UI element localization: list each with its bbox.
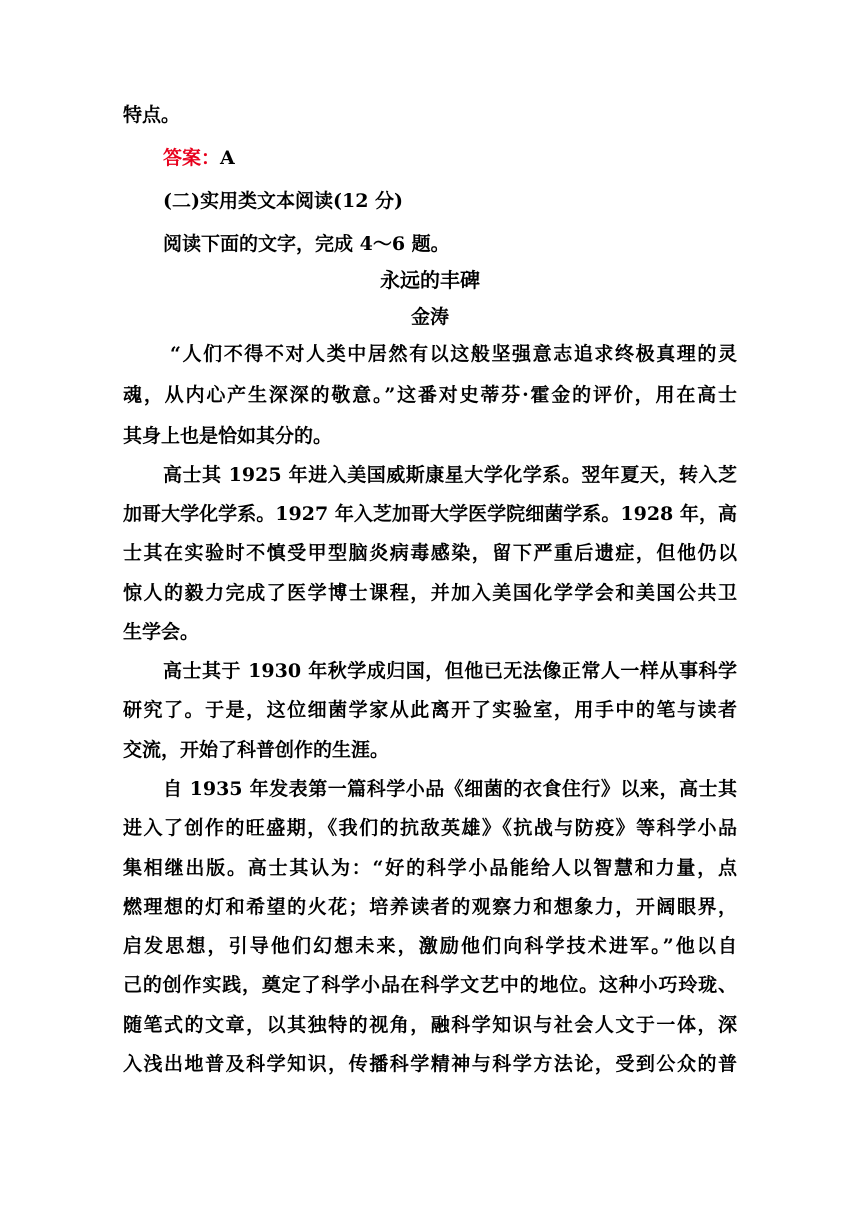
paragraph-line: 研究了。于是，这位细菌学家从此离开了实验室，用手中的笔与读者: [123, 699, 737, 721]
paragraph-line: 高士其于 1930 年秋学成归国，但他已无法像正常人一样从事科学: [163, 660, 737, 682]
paragraph-line: 惊人的毅力完成了医学博士课程，并加入美国化学学会和美国公共卫: [123, 582, 737, 604]
paragraph-line: 随笔式的文章，以其独特的视角，融科学知识与社会人文于一体，深: [123, 1014, 737, 1036]
paragraph-line: 加哥大学化学系。1927 年入芝加哥大学医学院细菌学系。1928 年，高: [123, 503, 737, 525]
answer-line: [163, 146, 235, 170]
paragraph-line: 己的创作实践，奠定了科学小品在科学文艺中的地位。这种小巧玲珑、: [123, 974, 737, 996]
article-title: 永远的丰碑: [380, 268, 480, 292]
reading-instruction: 阅读下面的文字，完成 4～6 题。: [163, 233, 450, 255]
paragraph-line: 启发思想，引导他们幻想未来，激励他们向科学技术进军。”他以自: [123, 935, 737, 957]
paragraph-line: 自 1935 年发表第一篇科学小品《细菌的衣食住行》以来，高士其: [163, 778, 737, 800]
paragraph-line: 交流，开始了科普创作的生涯。: [123, 739, 390, 761]
paragraph-line: 入浅出地普及科学知识，传播科学精神与科学方法论，受到公众的普: [123, 1053, 737, 1075]
paragraph-line: 魂，从内心产生深深的敬意。”这番对史蒂芬·霍金的评价，用在高士: [123, 384, 737, 406]
paragraph-line: 高士其 1925 年进入美国威斯康星大学化学系。翌年夏天，转入芝: [163, 464, 737, 486]
paragraph-line: 进入了创作的旺盛期，《我们的抗敌英雄》《抗战与防疫》等科学小品: [123, 817, 737, 839]
paragraph-line: 生学会。: [123, 621, 200, 643]
paragraph-line: 士其在实验时不慎受甲型脑炎病毒感染，留下严重后遗症，但他仍以: [123, 542, 737, 564]
paragraph-line: “人们不得不对人类中居然有以这般坚强意志追求终极真理的灵: [170, 343, 737, 365]
answer-value: A: [220, 147, 235, 169]
paragraph-line: 其身上也是恰如其分的。: [123, 425, 333, 447]
answer-label: 答案：: [163, 147, 221, 169]
paragraph-line: 集相继出版。高士其认为：“好的科学小品能给人以智慧和力量，点: [123, 857, 737, 879]
paragraph-line: 燃理想的灯和希望的火花；培养读者的观察力和想象力，开阔眼界，: [123, 896, 737, 918]
section-heading: (二)实用类文本阅读(12 分): [163, 190, 404, 212]
article-author: 金涛: [410, 306, 449, 328]
continuation-text: 特点。: [123, 104, 181, 126]
